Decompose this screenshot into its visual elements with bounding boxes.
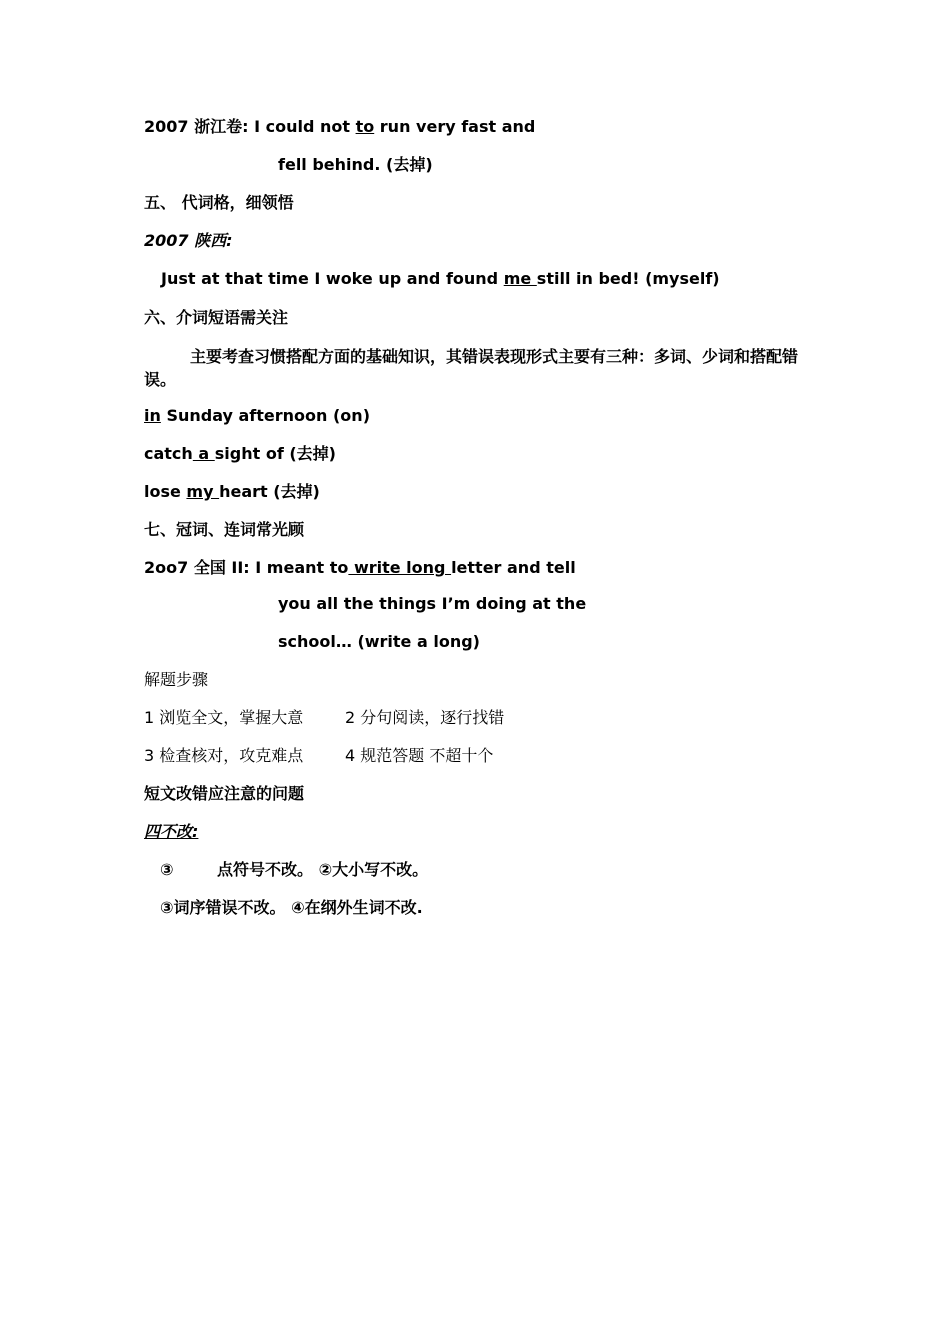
line-catch-sight: [144, 444, 336, 464]
text-part: sight of (去掉): [214, 444, 336, 463]
example-label-shaanxi: 2007 陕西:: [144, 231, 233, 250]
step-4: 4 规范答题 不超十个: [345, 746, 494, 765]
text-part: Just at that time I woke up and found: [161, 269, 504, 288]
rule-order-words: ③词序错误不改。 ④在纲外生词不改.: [160, 898, 423, 917]
line-school: school… (write a long): [278, 632, 480, 651]
step-3: 3 检查核对，攻克难点: [144, 746, 304, 765]
rule-marker: ③: [160, 860, 174, 879]
text-part: 2oo7 全国 II: I meant to: [144, 558, 349, 577]
steps-heading: 解题步骤: [144, 670, 209, 689]
error-word: a: [192, 444, 215, 463]
section-heading-5: 五、 代词格，细领悟: [144, 193, 294, 212]
text-part: letter and tell: [451, 558, 576, 577]
line-in-sunday: [144, 406, 370, 426]
line-lose-heart: [144, 482, 320, 502]
text-part: Sunday afternoon (on): [160, 406, 370, 425]
notes-heading: 短文改错应注意的问题: [144, 784, 305, 803]
line-woke-up: [161, 269, 720, 289]
line-zhejiang-2007: [144, 117, 535, 137]
section-heading-7: 七、冠词、连词常光顾: [144, 520, 305, 539]
error-word: to: [355, 117, 375, 136]
paragraph-prep-phrases: 主要考查习惯搭配方面的基础知识，其错误表现形式主要有三种：多词、少词和搭配错误。: [144, 347, 799, 389]
step-2: 2 分句阅读，逐行找错: [345, 708, 505, 727]
error-word: write long: [348, 558, 452, 577]
error-word: in: [144, 406, 161, 425]
four-dont-change-label: 四不改:: [144, 822, 199, 841]
line-you-all: you all the things I’m doing at the: [278, 594, 587, 613]
line-fell-behind: fell behind. (去掉): [278, 155, 433, 174]
text-part: heart (去掉): [219, 482, 320, 501]
section-heading-6: 六、介词短语需关注: [144, 308, 289, 327]
text-part: lose: [144, 482, 187, 501]
text-part: 2007 浙江卷: I could not: [144, 117, 356, 136]
text-part: catch: [144, 444, 193, 463]
error-word: me: [503, 269, 537, 288]
error-word: my: [186, 482, 220, 501]
line-national-2007: [144, 558, 576, 578]
rule-punctuation-case: 点符号不改。 ②大小写不改。: [217, 860, 429, 879]
text-part: run very fast and: [374, 117, 536, 136]
step-1: 1 浏览全文，掌握大意: [144, 708, 304, 727]
text-part: still in bed! (myself): [536, 269, 720, 288]
